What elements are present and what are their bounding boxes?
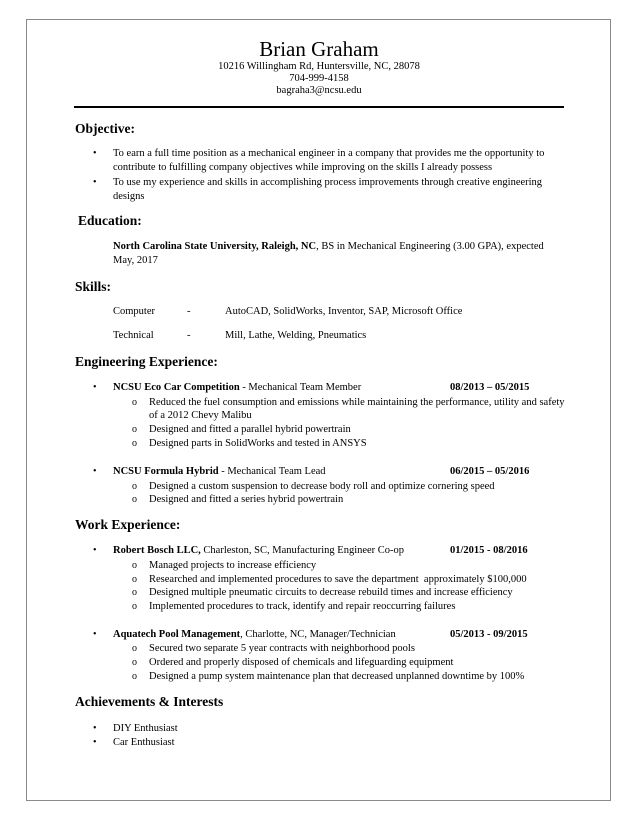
bullet-icon: • [93,382,97,393]
work-heading: Work Experience: [75,517,181,532]
entry-item: Designed a pump system maintenance plan that decreased unplanned downtime by 100% [149,671,525,682]
entry-dates: 05/2013 - 09/2015 [450,629,528,640]
objective-line: To use my experience and skills in accomplishing process improvements through creative engineering [113,177,543,188]
bullet-icon: • [93,737,97,748]
bullet-icon: • [93,629,97,640]
sub-bullet-icon: o [132,587,137,598]
header-divider [74,106,564,108]
entry-organization: Robert Bosch LLC, [113,545,201,556]
entry-item: Designed parts in SolidWorks and tested in ANSYS [149,438,367,449]
entry-title [113,628,396,642]
sub-bullet-icon: o [132,657,137,668]
sub-bullet-icon: o [132,494,137,505]
education-line: May, 2017 [113,255,158,266]
sub-bullet-icon: o [132,671,137,682]
entry-title [113,465,326,479]
bullet-icon: • [93,545,97,556]
entry-item: Reduced the fuel consumption and emissions while maintaining the performance, utility and safety [149,397,565,408]
entry-item: Secured two separate 5 year contracts with neighborhood pools [149,643,415,654]
entry-item: Designed and fitted a series hybrid powertrain [149,494,344,505]
entry-role: , Charlotte, NC, Manager/Technician [240,629,396,640]
skills-heading: Skills: [75,279,112,294]
entry-item: Implemented procedures to track, identify and repair reoccurring failures [149,601,456,612]
skill-value: Mill, Lathe, Welding, Pneumatics [225,330,367,341]
bullet-icon: • [93,148,97,159]
resume-name: Brian Graham [259,37,379,61]
bullet-icon: • [93,177,97,188]
engineering-heading: Engineering Experience: [75,354,218,369]
entry-item: Researched and implemented procedures to save the department approximately $100,000 [149,574,527,585]
entry-item: of a 2012 Chevy Malibu [149,410,252,421]
bullet-icon: • [93,723,97,734]
sub-bullet-icon: o [132,481,137,492]
interest-item: DIY Enthusiast [113,723,178,734]
skill-label: Computer [113,306,155,317]
entry-title [113,544,404,558]
entry-title [113,381,361,395]
entry-organization: Aquatech Pool Management [113,629,241,640]
skill-dash: - [187,330,191,341]
entry-item: Ordered and properly disposed of chemicals and lifeguarding equipment [149,657,454,668]
entry-item: Designed and fitted a parallel hybrid powertrain [149,424,351,435]
sub-bullet-icon: o [132,574,137,585]
entry-role: - Mechanical Team Lead [218,466,326,477]
sub-bullet-icon: o [132,560,137,571]
skill-dash: - [187,306,191,317]
sub-bullet-icon: o [132,397,137,408]
entry-item: Designed a custom suspension to decrease body roll and optimize cornering speed [149,481,495,492]
entry-dates: 06/2015 – 05/2016 [450,466,530,477]
education-line [113,240,544,254]
sub-bullet-icon: o [132,438,137,449]
entry-dates: 01/2015 - 08/2016 [450,545,528,556]
entry-role: - Mechanical Team Member [239,382,362,393]
sub-bullet-icon: o [132,643,137,654]
achievements-heading: Achievements & Interests [75,694,224,709]
entry-role: Charleston, SC, Manufacturing Engineer Co-op [200,545,405,556]
bullet-icon: • [93,466,97,477]
sub-bullet-icon: o [132,601,137,612]
skill-value: AutoCAD, SolidWorks, Inventor, SAP, Microsoft Office [225,306,463,317]
entry-item: Designed multiple pneumatic circuits to decrease rebuild times and increase efficiency [149,587,513,598]
school-name: North Carolina State University, Raleigh, NC [113,241,317,252]
entry-item: Managed projects to increase efficiency [149,560,317,571]
objective-line: designs [113,191,145,202]
entry-organization: NCSU Eco Car Competition [113,382,240,393]
phone-line: 704-999-4158 [289,73,349,84]
objective-line: To earn a full time position as a mechanical engineer in a company that provides me the opportunity to [113,148,545,159]
objective-heading: Objective: [75,121,135,136]
entry-organization: NCSU Formula Hybrid [113,466,219,477]
skill-label: Technical [113,330,154,341]
education-heading: Education: [78,213,142,228]
entry-dates: 08/2013 – 05/2015 [450,382,530,393]
degree-details: , BS in Mechanical Engineering (3.00 GPA), expected [316,241,544,252]
address-line: 10216 Willingham Rd, Huntersville, NC, 28078 [218,61,420,72]
email-line: bagraha3@ncsu.edu [276,85,362,96]
interest-item: Car Enthusiast [113,737,175,748]
sub-bullet-icon: o [132,424,137,435]
objective-line: contribute to fulfilling company objectives while improving on the skills I already possess [113,162,493,173]
